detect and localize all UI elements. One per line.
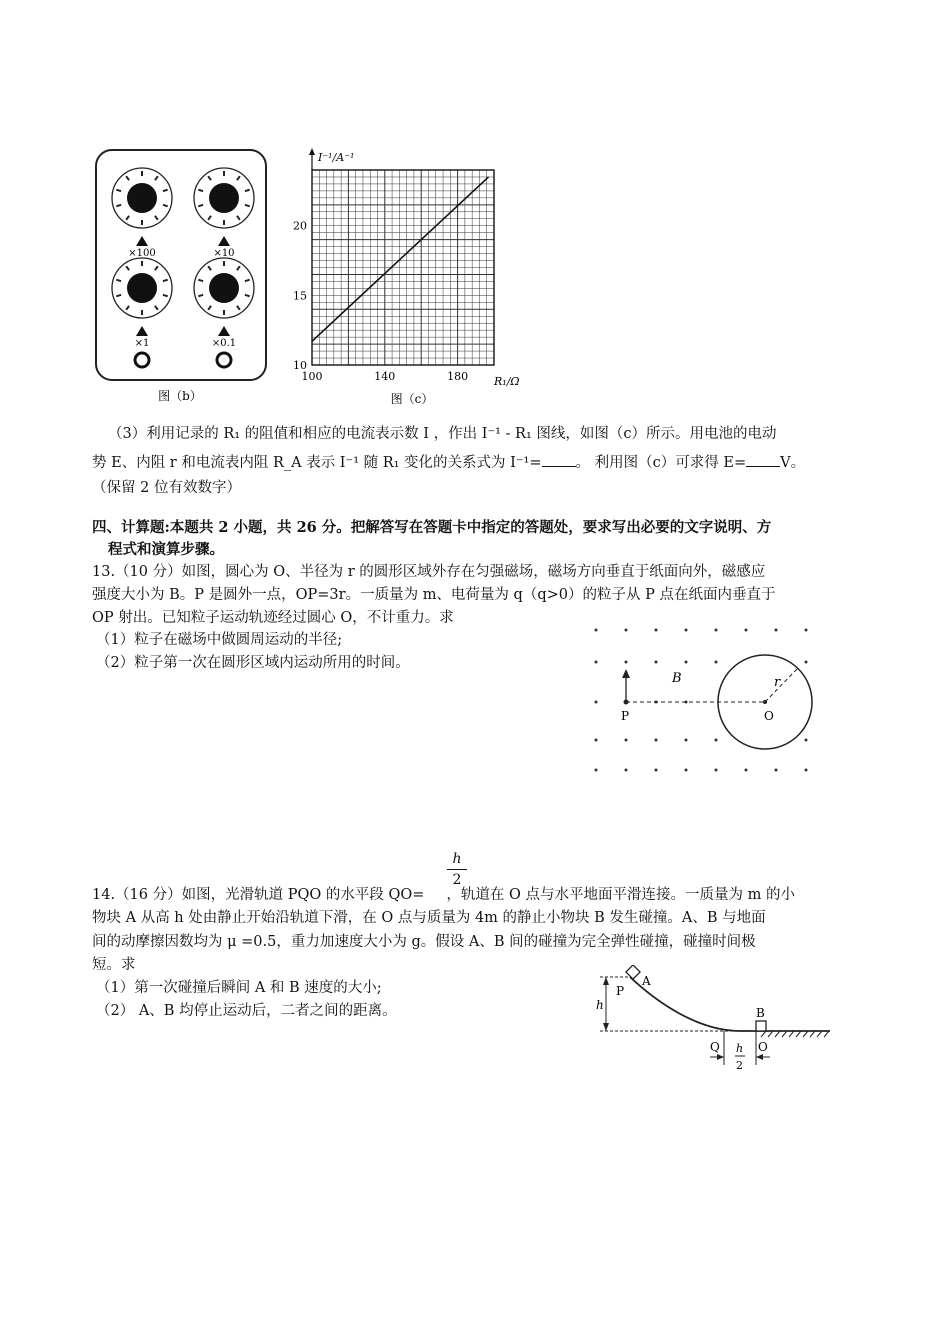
dial-label-1: ×100: [128, 248, 156, 259]
q13-line-5: （2）粒子第一次在圆形区域内运动所用的时间。: [96, 655, 410, 671]
q14-line-6: （2） A、B 均停止运动后，二者之间的距离。: [96, 1003, 397, 1019]
field-dot: [655, 629, 658, 632]
x-tick-label: 180: [447, 370, 469, 383]
point-label-p: P: [621, 709, 630, 723]
figure-b-caption: 图（b）: [158, 389, 202, 403]
q3-line-2-part-b: 。 利用图（c）可求得 E=: [575, 455, 747, 471]
field-dot: [715, 629, 718, 632]
x-tick-label: 100: [301, 370, 323, 383]
field-dot: [775, 769, 778, 772]
q14-line-3: 间的动摩擦因数均为 μ =0.5，重力加速度大小为 g。假设 A、B 间的碰撞为完全弹性碰撞，碰撞时间极: [92, 934, 756, 950]
dial-label-4: ×0.1: [211, 338, 237, 349]
y-tick-label: 20: [293, 219, 307, 233]
q14-fraction-numerator: h: [452, 851, 462, 867]
graph-y-axis-label: I⁻¹/A⁻¹: [318, 151, 355, 164]
q14-line-2: 物块 A 从高 h 处由静止开始沿轨道下滑，在 O 点与质量为 4m 的静止小物块 B 发生碰撞。A、B 与地面: [92, 910, 766, 926]
q3-line-3: （保留 2 位有效数字）: [92, 480, 241, 496]
track-label-b: B: [756, 1006, 765, 1020]
dial-1[interactable]: [112, 168, 172, 259]
q3-line-1: （3）利用记录的 R₁ 的阻值和相应的电流表示数 I ，作出 I⁻¹ - R₁ 图线，如图（c）所示。用电池的电动: [108, 426, 777, 442]
dial-label-2: ×10: [213, 248, 235, 259]
track-label-p: P: [616, 984, 625, 998]
field-dot: [655, 661, 658, 664]
q13-line-3: OP 射出。已知粒子运动轨迹经过圆心 O，不计重力。求: [92, 610, 454, 626]
answer-blank-2[interactable]: [746, 452, 780, 467]
radius-label-r: r: [774, 675, 781, 690]
q14-line-4: 短。求: [92, 957, 136, 973]
figure-b-resistance-box: [92, 148, 272, 408]
graph-series-line: [312, 177, 489, 341]
field-dot: [685, 629, 688, 632]
track-label-q: Q: [710, 1040, 720, 1054]
q14-track-diagram: [590, 965, 840, 1085]
figure-c-graph: [282, 145, 532, 410]
field-dot: [625, 629, 628, 632]
field-dot: [595, 769, 598, 772]
q14-line-1-part-b: ，轨道在 O 点与水平地面平滑连接。一质量为 m 的小: [446, 887, 795, 903]
field-dot: [805, 769, 808, 772]
answer-blank-1[interactable]: [542, 452, 576, 467]
field-dot: [625, 739, 628, 742]
dial-3[interactable]: [112, 258, 172, 349]
track-label-o: O: [758, 1040, 768, 1054]
field-dot: [805, 629, 808, 632]
field-dot: [595, 701, 598, 704]
field-dot: [715, 739, 718, 742]
field-dot: [625, 661, 628, 664]
q13-line-2: 强度大小为 B。P 是圆外一点，OP=3r。一质量为 m、电荷量为 q（q>0）的粒子从 P 点在纸面内垂直于: [92, 587, 776, 603]
track-label-a: A: [642, 974, 651, 988]
dial-4[interactable]: [194, 258, 254, 349]
q3-line-2-part-a: 势 E、内阻 r 和电流表内阻 R_A 表示 I⁻¹ 随 R₁ 变化的关系式为 I⁻¹=: [92, 455, 542, 471]
field-dot: [715, 769, 718, 772]
q14-line-1: [92, 883, 795, 907]
q14-fraction-denominator: 2: [452, 872, 462, 888]
dial-2[interactable]: [194, 168, 254, 259]
field-dot: [745, 769, 748, 772]
field-dot: [745, 629, 748, 632]
field-label-b: B: [672, 671, 682, 686]
field-dot: [595, 739, 598, 742]
field-dot: [595, 661, 598, 664]
graph-x-axis-label: R₁/Ω: [494, 375, 520, 388]
terminal-1: [135, 353, 149, 367]
x-tick-label: 140: [374, 370, 396, 383]
field-dot: [685, 769, 688, 772]
point-label-o: O: [764, 709, 774, 723]
q3-line-2: [92, 451, 805, 475]
section-4-heading-line-1: 四、计算题:本题共 2 小题，共 26 分。把解答写在答题卡中指定的答题处，要求写出必要的文字说明、方: [92, 519, 772, 536]
figure-c-caption: 图（c）: [390, 392, 434, 406]
q3-line-2-part-c: V。: [780, 455, 806, 471]
q13-magnetic-field-diagram: [588, 622, 828, 782]
field-dot: [595, 629, 598, 632]
field-dot: [805, 661, 808, 664]
y-tick-label: 10: [293, 359, 307, 372]
field-dot: [685, 661, 688, 664]
field-dot: [685, 739, 688, 742]
field-dot: [655, 769, 658, 772]
q13-line-1: 13.（10 分）如图，圆心为 O、半径为 r 的圆形区域外存在匀强磁场，磁场方向垂直于纸面向外，磁感应: [92, 564, 766, 580]
dial-label-3: ×1: [134, 338, 150, 349]
field-dot: [805, 739, 808, 742]
q14-line-1-part-a: 14.（16 分）如图，光滑轨道 PQO 的水平段 QO=: [92, 887, 425, 903]
track-label-h: h: [596, 998, 604, 1012]
track-dim-2: 2: [736, 1059, 743, 1072]
q14-line-5: （1）第一次碰撞后瞬间 A 和 B 速度的大小;: [96, 980, 382, 996]
field-dot: [715, 661, 718, 664]
terminal-2: [217, 353, 231, 367]
q13-line-4: （1）粒子在磁场中做圆周运动的半径;: [96, 632, 343, 648]
y-tick-label: 15: [293, 289, 307, 303]
field-dot: [625, 769, 628, 772]
track-dim-h: h: [736, 1042, 744, 1055]
field-dot: [775, 629, 778, 632]
section-4-heading-line-2: 程式和演算步骤。: [108, 541, 224, 558]
field-dot: [655, 739, 658, 742]
